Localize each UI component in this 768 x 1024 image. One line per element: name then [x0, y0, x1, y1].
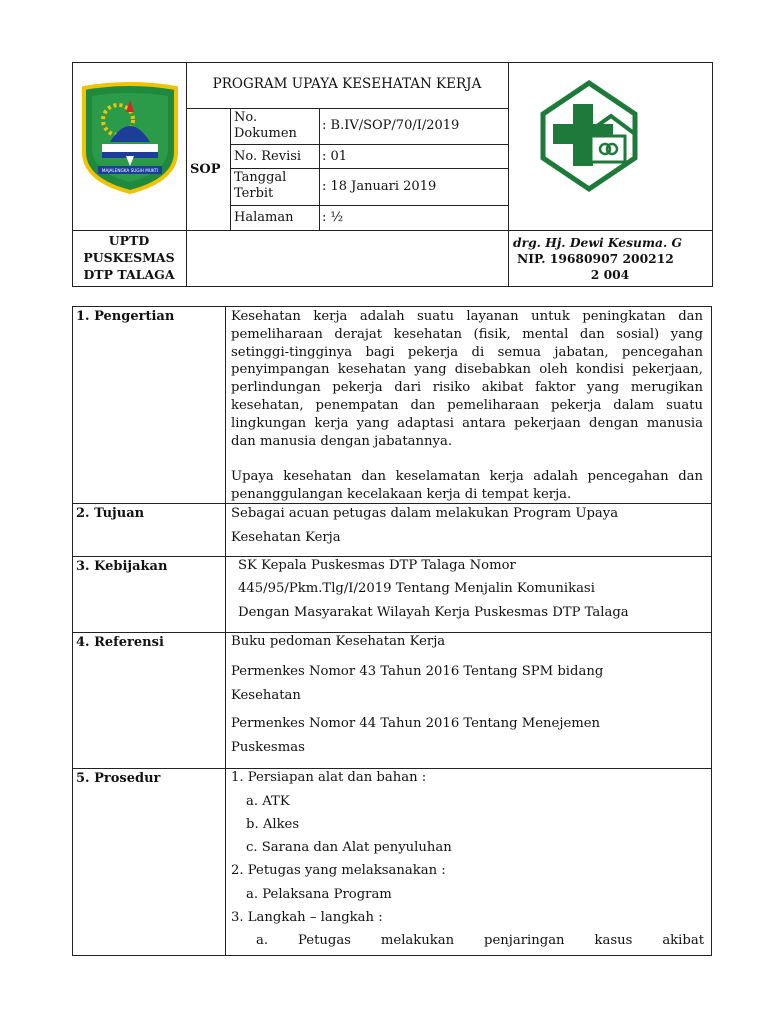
section-1-paragraph-1: Kesehatan kerja adalah suatu layanan untuk peningkatan dan pemeliharaan derajat kesehatan (fisik, mental dan sosial) yang setinggi-tingginya bagi pekerja di semua jabatan, pencegahan penyimpangan kesehatan yang disebabkan oleh kondisi pekerjaan, perlindungan pekerja dari risiko akibat faktor yang merugikan kesehatan, penempatan dan pemeliharaan pekerja dalam suatu lingkungan kerja yang adaptasi antara pekerjaan dengan manusia dan manusia dengan jabatannya. [231, 309, 703, 449]
revision-label: No. Revisi [234, 149, 302, 164]
section-3-line-3: Dengan Masyarakat Wilayah Kerja Puskesmas DTP Talaga [238, 605, 629, 620]
signer-nip: NIP. 19680907 200212 [517, 251, 674, 266]
procedure-step-1b: b. Alkes [246, 817, 300, 832]
issue-date-label: Tanggal Terbit [234, 170, 287, 201]
reference-item-2: Permenkes Nomor 43 Tahun 2016 Tentang SPM bidang Kesehatan [231, 664, 604, 703]
revision-value: : 01 [322, 149, 348, 164]
procedure-step-2: 2. Petugas yang melaksanakan : [231, 863, 446, 878]
procedure-step-1: 1. Persiapan alat dan bahan : [231, 770, 427, 785]
puskesmas-logo [539, 80, 639, 192]
org-line-1: UPTD [108, 233, 150, 248]
procedure-step-3: 3. Langkah – langkah : [231, 910, 383, 925]
section-3-line-1: SK Kepala Puskesmas DTP Talaga Nomor [238, 558, 516, 573]
signer-nip-cont: 2 004 [590, 267, 630, 282]
signer-name: drg. Hj. Dewi Kesuma. G [513, 235, 683, 250]
org-line-2: PUSKESMAS [83, 250, 175, 265]
document-title: PROGRAM UPAYA KESEHATAN KERJA [212, 76, 482, 92]
procedure-step-2a: a. Pelaksana Program [246, 887, 392, 902]
org-line-3: DTP TALAGA [83, 267, 175, 282]
sop-label: SOP [190, 162, 221, 177]
reference-item-3: Permenkes Nomor 44 Tahun 2016 Tentang Menejemen Puskesmas [231, 716, 601, 755]
section-1-label: 1. Pengertian [76, 309, 175, 324]
reference-item-1: Buku pedoman Kesehatan Kerja [231, 634, 446, 649]
section-2-label: 2. Tujuan [76, 506, 145, 521]
page-label: Halaman [234, 210, 294, 225]
section-3-label: 3. Kebijakan [76, 559, 168, 574]
section-2-text: Sebagai acuan petugas dalam melakukan Program Upaya Kesehatan Kerja [231, 506, 619, 545]
procedure-step-3a: a. Petugas melakukan penjaringan kasus akibat [256, 933, 704, 948]
issue-date-value: : 18 Januari 2019 [322, 179, 437, 194]
procedure-step-1c: c. Sarana dan Alat penyuluhan [246, 840, 452, 855]
section-5-label: 5. Prosedur [76, 771, 161, 786]
doc-number-label: No. Dokumen [234, 110, 297, 141]
section-1-paragraph-2: Upaya kesehatan dan keselamatan kerja adalah pencegahan dan penanggulangan kecelakaan kerja di tempat kerja. [231, 469, 703, 502]
section-3-line-2: 445/95/Pkm.Tlg/I/2019 Tentang Menjalin Komunikasi [238, 581, 595, 596]
procedure-step-1a: a. ATK [246, 794, 290, 809]
doc-number-value: : B.IV/SOP/70/I/2019 [322, 118, 460, 133]
section-4-label: 4. Referensi [76, 635, 164, 650]
page-value: : ½ [322, 210, 344, 225]
regency-logo [80, 82, 180, 194]
logo-ribbon-text: MAJALENGKA SUGIH MUKTI [101, 168, 159, 173]
